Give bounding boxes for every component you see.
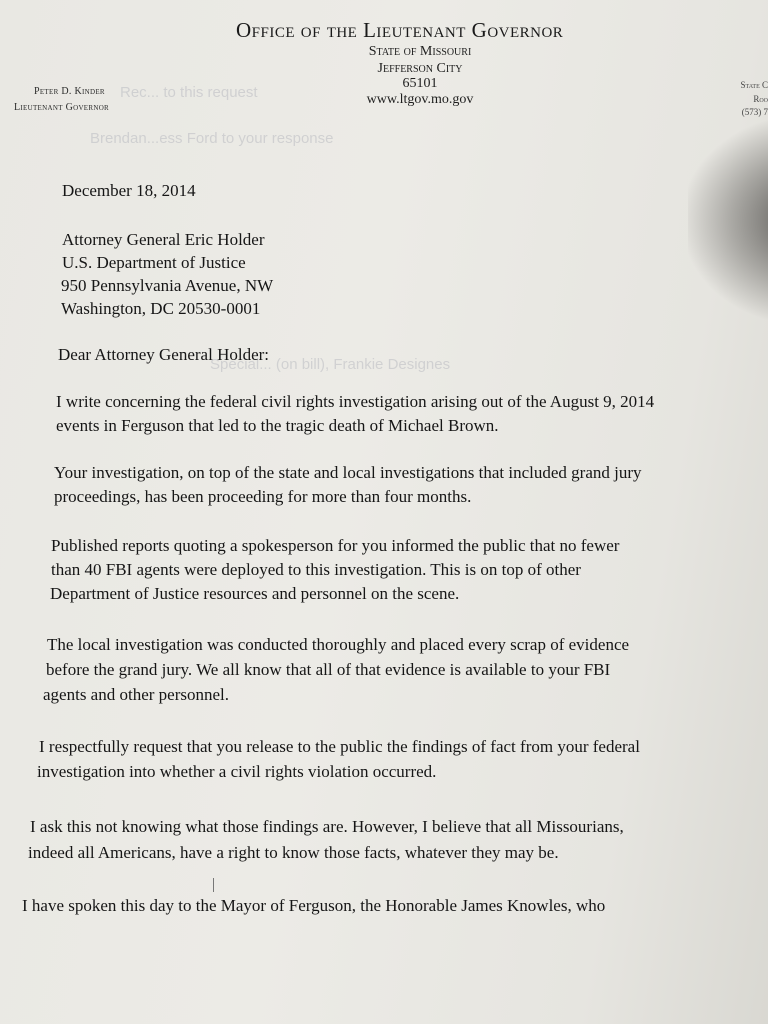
paragraph-line: Your investigation, on top of the state and local investigations that included grand jury [54,463,642,482]
letterhead-right-fragment: Roo [753,94,768,104]
letterhead-role: Lieutenant Governor [14,102,110,113]
paragraph-line: proceedings, has been proceeding for more than four months. [54,487,472,506]
letterhead-city: Jefferson City [377,61,463,76]
recipient-line: Washington, DC 20530-0001 [61,299,261,318]
letter-salutation: Dear Attorney General Holder: [58,345,269,364]
paragraph-line: before the grand jury. We all know that all of that evidence is available to your FBI [46,660,611,679]
paragraph-line: The local investigation was conducted thoroughly and placed every scrap of evidence [47,635,630,654]
paragraph-line: I write concerning the federal civil rights investigation arising out of the August 9, 2014 [56,392,655,411]
paragraph-line: than 40 FBI agents were deployed to this investigation. This is on top of other [51,560,581,579]
letterhead-right-fragment: State C [740,80,768,90]
letterhead-zip: 65101 [402,76,438,91]
letterhead-website: www.ltgov.mo.gov [366,92,474,107]
page-shadow [688,120,768,320]
letter-date: December 18, 2014 [62,181,196,200]
recipient-line: Attorney General Eric Holder [62,230,265,249]
paragraph-line: I ask this not knowing what those findings are. However, I believe that all Missourians, [30,817,624,836]
letterhead-state: State of Missouri [368,44,472,59]
paragraph-line: events in Ferguson that led to the tragic death of Michael Brown. [56,416,499,435]
paragraph-line: indeed all Americans, have a right to know those facts, whatever they may be. [28,843,559,862]
pen-mark [213,878,214,892]
letterhead-office: Office of the Lieutenant Governor [236,18,564,42]
recipient-line: U.S. Department of Justice [62,253,246,272]
paragraph-line: Published reports quoting a spokesperson for you informed the public that no fewer [51,536,620,555]
paragraph-line: investigation into whether a civil rights violation occurred. [37,762,437,781]
bleed-through-line: Rec... to this request [120,84,258,101]
bleed-through-line: Special... (on bill), Frankie Designes [210,356,451,373]
paragraph-line: I respectfully request that you release to the public the findings of fact from your federal [39,737,640,756]
letterhead-name: Peter D. Kinder [34,86,105,97]
paragraph-line: agents and other personnel. [43,685,229,704]
bleed-through-line: Brendan...ess Ford to your response [90,130,334,147]
paragraph-line: Department of Justice resources and personnel on the scene. [50,584,460,603]
paragraph-line: I have spoken this day to the Mayor of Ferguson, the Honorable James Knowles, who [22,896,606,915]
letterhead-right-fragment: (573) 7 [741,107,768,117]
recipient-line: 950 Pennsylvania Avenue, NW [61,276,274,295]
